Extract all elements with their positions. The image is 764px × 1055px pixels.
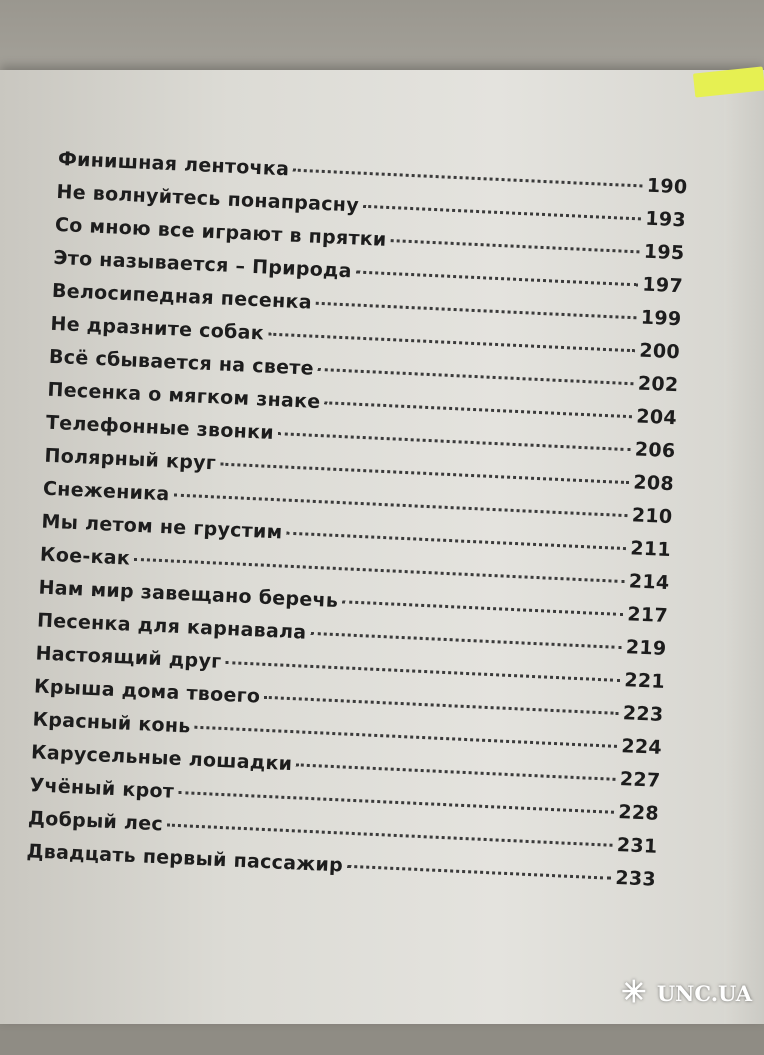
toc-entry-page: 195 bbox=[643, 240, 685, 265]
dot-leader bbox=[264, 696, 619, 715]
toc-entry-title: Нам мир завещано беречь bbox=[38, 576, 339, 613]
toc-entry-title: Телефонные звонки bbox=[45, 411, 275, 444]
toc-entry-title: Не дразните собак bbox=[50, 312, 265, 345]
toc-entry-title: Снеженика bbox=[42, 477, 171, 506]
dot-leader bbox=[173, 493, 627, 517]
toc-entry-title: Настоящий друг bbox=[35, 642, 222, 673]
toc-entry-title: Крыша дома твоего bbox=[33, 675, 261, 708]
dot-leader bbox=[225, 661, 620, 682]
toc-entry-title: Мы летом не грустим bbox=[41, 510, 283, 544]
toc-entry-title: Всё сбывается на свете bbox=[48, 345, 315, 380]
dot-leader bbox=[363, 205, 642, 221]
dot-leader bbox=[194, 726, 617, 748]
toc-entry-page: 223 bbox=[622, 702, 664, 726]
toc-entry-page: 224 bbox=[620, 735, 663, 759]
toc-entry-title: Со мною все играют в прятки bbox=[54, 213, 388, 251]
toc-entry-title: Учёный крот bbox=[29, 774, 175, 803]
toc-entry-page: 214 bbox=[628, 570, 670, 595]
dot-leader bbox=[286, 532, 626, 550]
toc-entry-title: Добрый лес bbox=[27, 807, 164, 836]
dot-leader bbox=[278, 432, 631, 451]
dot-leader bbox=[296, 763, 616, 781]
dot-leader bbox=[310, 632, 622, 649]
dot-leader bbox=[390, 239, 639, 253]
toc-entry-page: 190 bbox=[646, 174, 688, 199]
toc-entry-page: 204 bbox=[635, 405, 678, 430]
dot-leader bbox=[134, 558, 625, 583]
dot-leader bbox=[324, 401, 632, 418]
toc-entry-page: 217 bbox=[626, 603, 669, 628]
toc-entry-page: 228 bbox=[617, 801, 660, 825]
dot-leader bbox=[356, 271, 639, 287]
toc-entry-title: Песенка для карнавала bbox=[36, 609, 307, 644]
dot-leader bbox=[316, 302, 637, 320]
snowflake-star-icon: ✳ bbox=[621, 975, 647, 1010]
site-watermark bbox=[617, 976, 752, 1010]
toc-entry-page: 197 bbox=[641, 273, 684, 298]
toc-entry-title: Красный конь bbox=[32, 708, 192, 738]
toc-entry-title: Полярный круг bbox=[44, 444, 217, 475]
watermark-text: UNC.UA bbox=[656, 980, 752, 1006]
toc-entry-page: 221 bbox=[623, 669, 666, 693]
toc-entry-page: 202 bbox=[637, 372, 679, 397]
toc-entry-page: 211 bbox=[629, 537, 672, 562]
toc-entry-page: 199 bbox=[640, 306, 682, 331]
toc-entry-page: 227 bbox=[619, 768, 661, 792]
toc-entry-title: Песенка о мягком знаке bbox=[47, 378, 321, 414]
dot-leader bbox=[220, 463, 630, 485]
toc-entry-title: Кое-как bbox=[39, 543, 131, 570]
toc-entry-page: 210 bbox=[631, 504, 673, 529]
toc-entry-title: Не волнуйтесь понапрасну bbox=[56, 180, 360, 217]
dot-leader bbox=[167, 824, 613, 847]
dot-leader bbox=[268, 333, 636, 353]
toc-entry-title: Двадцать первый пассажир bbox=[26, 840, 344, 877]
toc-entry-page: 231 bbox=[616, 833, 658, 858]
dot-leader bbox=[318, 368, 634, 385]
dot-leader bbox=[293, 169, 643, 188]
toc-entry-title: Велосипедная песенка bbox=[51, 279, 313, 314]
dot-leader bbox=[178, 791, 614, 814]
toc-entry-title: Финишная ленточка bbox=[57, 147, 290, 181]
toc-entry-page: 200 bbox=[638, 339, 681, 364]
toc-entry-title: Это называется – Природа bbox=[53, 246, 353, 283]
dot-leader bbox=[342, 600, 623, 616]
dot-leader bbox=[347, 865, 612, 880]
toc-entry-page: 233 bbox=[614, 866, 657, 891]
toc-entry-page: 206 bbox=[634, 438, 676, 463]
toc-entry-page: 193 bbox=[644, 207, 687, 232]
toc-entry-page: 219 bbox=[625, 636, 667, 661]
toc-entry-title: Карусельные лошадки bbox=[30, 741, 293, 776]
toc-entry-page: 208 bbox=[632, 471, 675, 496]
